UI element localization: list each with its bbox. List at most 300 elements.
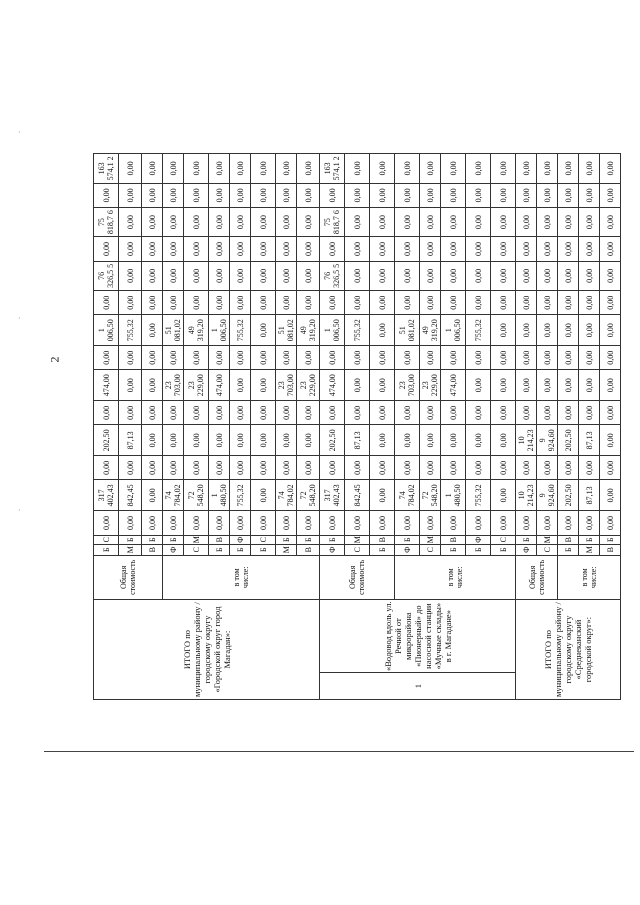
value-cell: 0,00 (370, 315, 395, 346)
fin-code: Б (163, 535, 184, 544)
value-cell: 0,00 (420, 425, 441, 456)
value-cell: 0,00 (491, 370, 516, 401)
value-cell: 0,00 (345, 291, 370, 315)
value-cell: 0,00 (209, 291, 230, 315)
fin-code: Б (395, 535, 420, 544)
value-cell: 0,00 (516, 315, 537, 346)
fin-code: М (184, 535, 209, 544)
rotated-table-wrapper (93, 153, 621, 700)
fin-code: Б (600, 535, 621, 544)
fin-code: Б (370, 544, 395, 555)
value-cell: 0,00 (276, 425, 297, 456)
value-cell: 0,00 (516, 183, 537, 207)
value-cell: 0,00 (209, 261, 230, 291)
value-cell: 0,00 (420, 261, 441, 291)
value-cell: 0,00 (163, 207, 184, 237)
value-cell: 0,00 (163, 511, 184, 535)
value-cell: 0,00 (537, 237, 558, 261)
fin-code: Б (119, 535, 142, 544)
value-cell: 0,00 (297, 183, 320, 207)
value-cell: 1 006,50 (94, 315, 119, 346)
value-cell: 1 480,50 (441, 480, 466, 511)
value-cell: 0,00 (600, 425, 621, 456)
value-cell: 755,32 (230, 480, 251, 511)
value-cell: 0,00 (441, 401, 466, 425)
value-cell: 0,00 (251, 183, 276, 207)
value-cell: 0,00 (466, 456, 491, 480)
value-cell: 0,00 (579, 511, 600, 535)
value-cell: 0,00 (441, 183, 466, 207)
value-cell: 0,00 (163, 401, 184, 425)
value-cell: 842,45 (345, 480, 370, 511)
value-cell: 0,00 (184, 261, 209, 291)
value-cell: 49 319,20 (420, 315, 441, 346)
fin-code: С (251, 535, 276, 544)
value-cell: 0,00 (395, 237, 420, 261)
value-cell: 755,32 (345, 315, 370, 346)
value-cell: 0,00 (142, 480, 163, 511)
value-cell: 0,00 (320, 456, 345, 480)
value-cell: 0,00 (491, 183, 516, 207)
value-cell: 0,00 (119, 183, 142, 207)
value-cell: 87,13 (579, 425, 600, 456)
value-cell: 0,00 (558, 370, 579, 401)
value-cell: 0,00 (600, 291, 621, 315)
value-cell: 0,00 (230, 456, 251, 480)
value-cell: 0,00 (320, 183, 345, 207)
value-cell: 0,00 (345, 346, 370, 370)
value-cell: 0,00 (320, 346, 345, 370)
value-cell: 0,00 (251, 207, 276, 237)
value-cell: 0,00 (345, 401, 370, 425)
fin-code: Ф (516, 544, 537, 555)
value-cell: 0,00 (558, 237, 579, 261)
value-cell: 0,00 (94, 511, 119, 535)
value-cell: 51 081,02 (395, 315, 420, 346)
value-cell: 0,00 (579, 207, 600, 237)
value-cell: 0,00 (276, 261, 297, 291)
value-cell: 74 784,02 (163, 480, 184, 511)
fin-code: С (420, 544, 441, 555)
value-cell: 0,00 (579, 291, 600, 315)
value-cell: 0,00 (163, 456, 184, 480)
value-cell: 0,00 (441, 511, 466, 535)
value-cell: 0,00 (491, 315, 516, 346)
value-cell: 0,00 (251, 315, 276, 346)
value-cell: 0,00 (251, 261, 276, 291)
value-cell: 0,00 (395, 346, 420, 370)
fin-code: М (345, 535, 370, 544)
value-cell: 9 924,60 (537, 425, 558, 456)
fin-code: Б (142, 535, 163, 544)
value-cell: 0,00 (209, 511, 230, 535)
value-cell: 0,00 (370, 401, 395, 425)
value-cell: 474,00 (209, 370, 230, 401)
value-cell: 0,00 (491, 261, 516, 291)
table-row (320, 154, 345, 700)
value-cell: 75 818,7 6 (320, 207, 345, 237)
page-number: 2 (47, 356, 62, 363)
value-cell: 202,50 (558, 425, 579, 456)
value-cell: 0,00 (142, 425, 163, 456)
value-cell: 0,00 (600, 456, 621, 480)
value-cell: 0,00 (370, 370, 395, 401)
value-cell: 0,00 (516, 346, 537, 370)
value-cell: 317 402,43 (320, 480, 345, 511)
value-cell: 23 703,00 (163, 370, 184, 401)
fin-code: Ф (466, 535, 491, 544)
value-cell: 0,00 (466, 511, 491, 535)
value-cell: 0,00 (558, 183, 579, 207)
value-cell: 0,00 (420, 291, 441, 315)
value-cell: 72 548,20 (420, 480, 441, 511)
value-cell: 0,00 (209, 183, 230, 207)
value-cell: 0,00 (142, 346, 163, 370)
value-cell: 87,13 (119, 425, 142, 456)
value-cell: 0,00 (94, 456, 119, 480)
value-cell: 0,00 (276, 183, 297, 207)
value-cell: 0,00 (297, 456, 320, 480)
value-cell: 0,00 (163, 425, 184, 456)
value-cell: 1 006,50 (441, 315, 466, 346)
value-cell: 0,00 (119, 237, 142, 261)
value-cell: 0,00 (558, 291, 579, 315)
fin-code: М (579, 544, 600, 555)
value-cell: 0,00 (370, 425, 395, 456)
scan-mark: · (18, 506, 21, 515)
value-cell: 0,00 (320, 401, 345, 425)
value-cell: 0,00 (184, 207, 209, 237)
fin-code: В (600, 544, 621, 555)
value-cell: 0,00 (119, 261, 142, 291)
value-cell: 0,00 (297, 425, 320, 456)
value-cell: 0,00 (466, 291, 491, 315)
value-cell: 0,00 (600, 237, 621, 261)
value-cell: 0,00 (297, 237, 320, 261)
value-cell: 0,00 (516, 237, 537, 261)
value-cell: 1 006,50 (320, 315, 345, 346)
value-cell: 0,00 (600, 480, 621, 511)
value-cell: 0,00 (320, 237, 345, 261)
value-cell: 0,00 (420, 511, 441, 535)
fin-code: В (297, 544, 320, 555)
value-cell: 0,00 (209, 401, 230, 425)
value-cell: 0,00 (420, 346, 441, 370)
value-cell: 0,00 (370, 261, 395, 291)
object-name: «Водовод вдоль ул. Речной от микрорайона «Пионерный» до насосной станции «Мучные склады» в г. Магадане» (320, 600, 516, 673)
fin-code: Б (230, 544, 251, 555)
scan-mark: · (18, 314, 21, 323)
value-cell: 0,00 (579, 261, 600, 291)
value-cell: 0,00 (230, 425, 251, 456)
value-cell: 0,00 (230, 154, 251, 184)
value-cell: 74 784,02 (276, 480, 297, 511)
value-cell: 0,00 (320, 291, 345, 315)
value-cell: 0,00 (370, 346, 395, 370)
value-cell: 0,00 (558, 401, 579, 425)
value-cell: 0,00 (119, 154, 142, 184)
value-cell: 0,00 (395, 154, 420, 184)
value-cell: 0,00 (163, 261, 184, 291)
value-cell: 0,00 (119, 511, 142, 535)
value-cell: 0,00 (251, 346, 276, 370)
value-cell: 0,00 (251, 401, 276, 425)
value-cell: 0,00 (600, 207, 621, 237)
district-total-sred: ИТОГО по муниципальному району / городскому округу «Среднеканский городской округ»: (516, 600, 621, 700)
value-cell: 0,00 (230, 401, 251, 425)
fin-code: Б (209, 544, 230, 555)
value-cell: 0,00 (230, 183, 251, 207)
value-cell: 0,00 (251, 511, 276, 535)
fin-code: С (94, 535, 119, 544)
value-cell: 0,00 (251, 480, 276, 511)
value-cell: 0,00 (516, 291, 537, 315)
value-cell: 0,00 (558, 207, 579, 237)
value-cell: 755,32 (466, 480, 491, 511)
value-cell: 0,00 (370, 456, 395, 480)
value-cell: 0,00 (420, 456, 441, 480)
value-cell: 0,00 (163, 183, 184, 207)
value-cell: 72 548,20 (297, 480, 320, 511)
value-cell: 842,45 (119, 480, 142, 511)
value-cell: 23 229,00 (184, 370, 209, 401)
fin-code: В (441, 535, 466, 544)
value-cell: 0,00 (395, 291, 420, 315)
value-cell: 0,00 (297, 401, 320, 425)
fin-code: Б (251, 544, 276, 555)
value-cell: 0,00 (600, 261, 621, 291)
fin-code: В (370, 535, 395, 544)
value-cell: 0,00 (537, 346, 558, 370)
value-cell: 51 081,02 (163, 315, 184, 346)
value-cell: 0,00 (142, 291, 163, 315)
including-label: в том числе: (163, 555, 320, 600)
value-cell: 0,00 (230, 346, 251, 370)
value-cell: 0,00 (579, 456, 600, 480)
value-cell: 163 574,1 2 (94, 154, 119, 184)
value-cell: 474,00 (320, 370, 345, 401)
value-cell: 0,00 (491, 346, 516, 370)
value-cell: 9 924,60 (537, 480, 558, 511)
value-cell: 0,00 (142, 237, 163, 261)
value-cell: 0,00 (297, 207, 320, 237)
value-cell: 0,00 (558, 315, 579, 346)
value-cell: 0,00 (142, 456, 163, 480)
value-cell: 0,00 (537, 291, 558, 315)
value-cell: 0,00 (395, 456, 420, 480)
value-cell: 0,00 (491, 237, 516, 261)
value-cell: 0,00 (420, 154, 441, 184)
value-cell: 0,00 (345, 207, 370, 237)
value-cell: 0,00 (345, 183, 370, 207)
value-cell: 0,00 (163, 346, 184, 370)
scan-mark: · (18, 128, 21, 137)
value-cell: 474,00 (441, 370, 466, 401)
value-cell: 0,00 (184, 291, 209, 315)
value-cell: 0,00 (297, 511, 320, 535)
value-cell: 0,00 (537, 456, 558, 480)
budget-table (93, 153, 621, 700)
value-cell: 0,00 (579, 401, 600, 425)
value-cell: 0,00 (276, 291, 297, 315)
value-cell: 0,00 (491, 154, 516, 184)
value-cell: 0,00 (441, 261, 466, 291)
fin-code: М (276, 544, 297, 555)
value-cell: 23 703,00 (276, 370, 297, 401)
value-cell: 10 214,23 (516, 480, 537, 511)
value-cell: 0,00 (251, 291, 276, 315)
value-cell: 72 548,20 (184, 480, 209, 511)
value-cell: 0,00 (600, 315, 621, 346)
value-cell: 0,00 (579, 370, 600, 401)
value-cell: 0,00 (251, 425, 276, 456)
fin-code: В (209, 535, 230, 544)
value-cell: 0,00 (184, 154, 209, 184)
value-cell: 0,00 (466, 370, 491, 401)
value-cell: 0,00 (184, 237, 209, 261)
page-divider-line (44, 751, 634, 752)
value-cell: 0,00 (276, 401, 297, 425)
value-cell: 202,50 (558, 480, 579, 511)
value-cell: 0,00 (600, 346, 621, 370)
value-cell: 0,00 (142, 401, 163, 425)
value-cell: 87,13 (579, 480, 600, 511)
value-cell: 23 229,00 (297, 370, 320, 401)
value-cell: 0,00 (276, 511, 297, 535)
value-cell: 0,00 (345, 370, 370, 401)
fin-code: С (537, 544, 558, 555)
value-cell: 0,00 (163, 291, 184, 315)
value-cell: 0,00 (491, 425, 516, 456)
value-cell: 0,00 (142, 154, 163, 184)
value-cell: 0,00 (537, 370, 558, 401)
value-cell: 0,00 (276, 154, 297, 184)
value-cell: 755,32 (466, 315, 491, 346)
value-cell: 0,00 (297, 346, 320, 370)
fin-code: Ф (320, 544, 345, 555)
value-cell: 0,00 (251, 154, 276, 184)
value-cell: 755,32 (119, 315, 142, 346)
value-cell: 23 229,00 (420, 370, 441, 401)
value-cell: 163 574,1 2 (320, 154, 345, 184)
value-cell: 0,00 (345, 261, 370, 291)
value-cell: 0,00 (516, 511, 537, 535)
value-cell: 0,00 (516, 456, 537, 480)
value-cell: 0,00 (370, 183, 395, 207)
value-cell: 0,00 (579, 237, 600, 261)
value-cell: 0,00 (119, 207, 142, 237)
value-cell: 0,00 (276, 346, 297, 370)
value-cell: 0,00 (558, 456, 579, 480)
value-cell: 0,00 (395, 261, 420, 291)
fin-code: С (184, 544, 209, 555)
value-cell: 0,00 (209, 425, 230, 456)
value-cell: 0,00 (163, 154, 184, 184)
value-cell: 0,00 (537, 315, 558, 346)
value-cell: 0,00 (230, 370, 251, 401)
value-cell: 0,00 (370, 237, 395, 261)
value-cell: 0,00 (119, 370, 142, 401)
value-cell: 0,00 (466, 425, 491, 456)
value-cell: 0,00 (345, 237, 370, 261)
value-cell: 0,00 (230, 207, 251, 237)
value-cell: 0,00 (537, 154, 558, 184)
value-cell: 76 326,5 5 (320, 261, 345, 291)
total-cost-label: Общая стоимость (94, 555, 163, 600)
fin-code: М (537, 535, 558, 544)
fin-code: С (491, 535, 516, 544)
fin-code: В (142, 544, 163, 555)
value-cell: 0,00 (600, 511, 621, 535)
total-cost-label: Общая стоимость (516, 555, 558, 600)
value-cell: 0,00 (558, 346, 579, 370)
value-cell: 202,50 (94, 425, 119, 456)
value-cell: 0,00 (516, 370, 537, 401)
value-cell: 0,00 (142, 315, 163, 346)
value-cell: 0,00 (276, 207, 297, 237)
value-cell: 0,00 (230, 261, 251, 291)
value-cell: 0,00 (142, 370, 163, 401)
value-cell: 0,00 (370, 480, 395, 511)
value-cell: 0,00 (370, 511, 395, 535)
value-cell: 0,00 (558, 511, 579, 535)
fin-code: Б (466, 544, 491, 555)
total-cost-label: Общая стоимость (320, 555, 395, 600)
value-cell: 0,00 (276, 237, 297, 261)
fin-code: Б (320, 535, 345, 544)
value-cell: 0,00 (94, 401, 119, 425)
value-cell: 0,00 (600, 183, 621, 207)
value-cell: 0,00 (184, 456, 209, 480)
fin-code: М (420, 535, 441, 544)
value-cell: 10 214,23 (516, 425, 537, 456)
including-label: в том числе: (395, 555, 516, 600)
value-cell: 0,00 (579, 183, 600, 207)
value-cell: 0,00 (251, 237, 276, 261)
value-cell: 76 326,5 5 (94, 261, 119, 291)
value-cell: 0,00 (537, 261, 558, 291)
fin-code: Б (94, 544, 119, 555)
value-cell: 0,00 (466, 237, 491, 261)
value-cell: 0,00 (119, 401, 142, 425)
value-cell: 0,00 (600, 370, 621, 401)
fin-code: Б (297, 535, 320, 544)
value-cell: 75 818,7 6 (94, 207, 119, 237)
value-cell: 0,00 (370, 291, 395, 315)
value-cell: 0,00 (600, 154, 621, 184)
value-cell: 0,00 (94, 346, 119, 370)
value-cell: 0,00 (395, 207, 420, 237)
value-cell: 0,00 (230, 291, 251, 315)
value-cell: 0,00 (94, 291, 119, 315)
value-cell: 0,00 (163, 237, 184, 261)
value-cell: 0,00 (184, 425, 209, 456)
value-cell: 474,00 (94, 370, 119, 401)
value-cell: 0,00 (395, 401, 420, 425)
value-cell: 0,00 (142, 207, 163, 237)
fin-code: Б (276, 535, 297, 544)
value-cell: 0,00 (251, 456, 276, 480)
value-cell: 0,00 (209, 346, 230, 370)
value-cell: 0,00 (441, 207, 466, 237)
value-cell: 0,00 (370, 207, 395, 237)
fin-code: Б (558, 544, 579, 555)
value-cell: 0,00 (142, 183, 163, 207)
value-cell: 0,00 (276, 456, 297, 480)
value-cell: 202,50 (320, 425, 345, 456)
value-cell: 0,00 (537, 401, 558, 425)
value-cell: 0,00 (491, 511, 516, 535)
